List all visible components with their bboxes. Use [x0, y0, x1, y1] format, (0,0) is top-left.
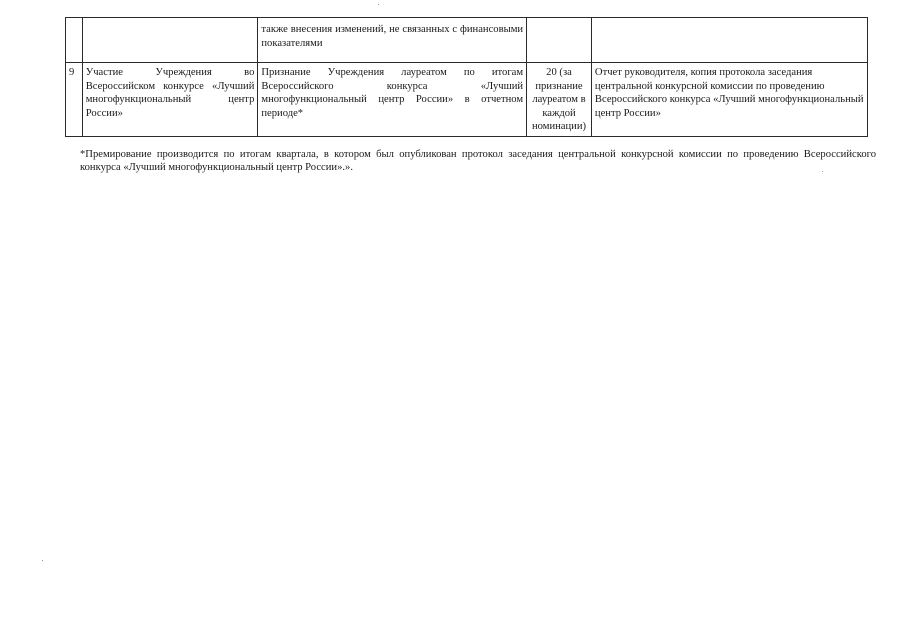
- cell-indicator-name: [82, 18, 258, 63]
- cell-criterion: Признание Учреждения лауреатом по итогам Всероссийского конкурса «Лучший многофункциональный центр России» в отчетном периоде*: [258, 63, 527, 137]
- cell-score: 20 (за признание лауреатом в каждой номинации): [527, 63, 592, 137]
- scan-speck: [822, 171, 823, 172]
- cell-number: 9: [66, 63, 83, 137]
- criteria-table: [65, 17, 868, 137]
- cell-number: [66, 18, 83, 63]
- scan-speck: [378, 4, 379, 5]
- cell-indicator-name: Участие Учреждения во Всероссийском конкурсе «Лучший многофункциональный центр России»: [82, 63, 258, 137]
- cell-document: [591, 18, 867, 63]
- cell-criterion: также внесения изменений, не связанных с финансовыми показателями: [258, 18, 527, 63]
- table-row-continuation: [66, 18, 868, 63]
- table-row-9: [66, 63, 868, 137]
- footnote: *Премирование производится по итогам квартала, в котором был опубликован протокол заседания центральной конкурсной комиссии по проведению Всероссийского конкурса «Лучший многофункциональный центр России».».: [80, 149, 876, 173]
- scan-speck: [42, 560, 43, 561]
- cell-document: Отчет руководителя, копия протокола заседания центральной конкурсной комиссии по проведению Всероссийского конкурса «Лучший многофункциональный центр России»: [591, 63, 867, 137]
- cell-score: [527, 18, 592, 63]
